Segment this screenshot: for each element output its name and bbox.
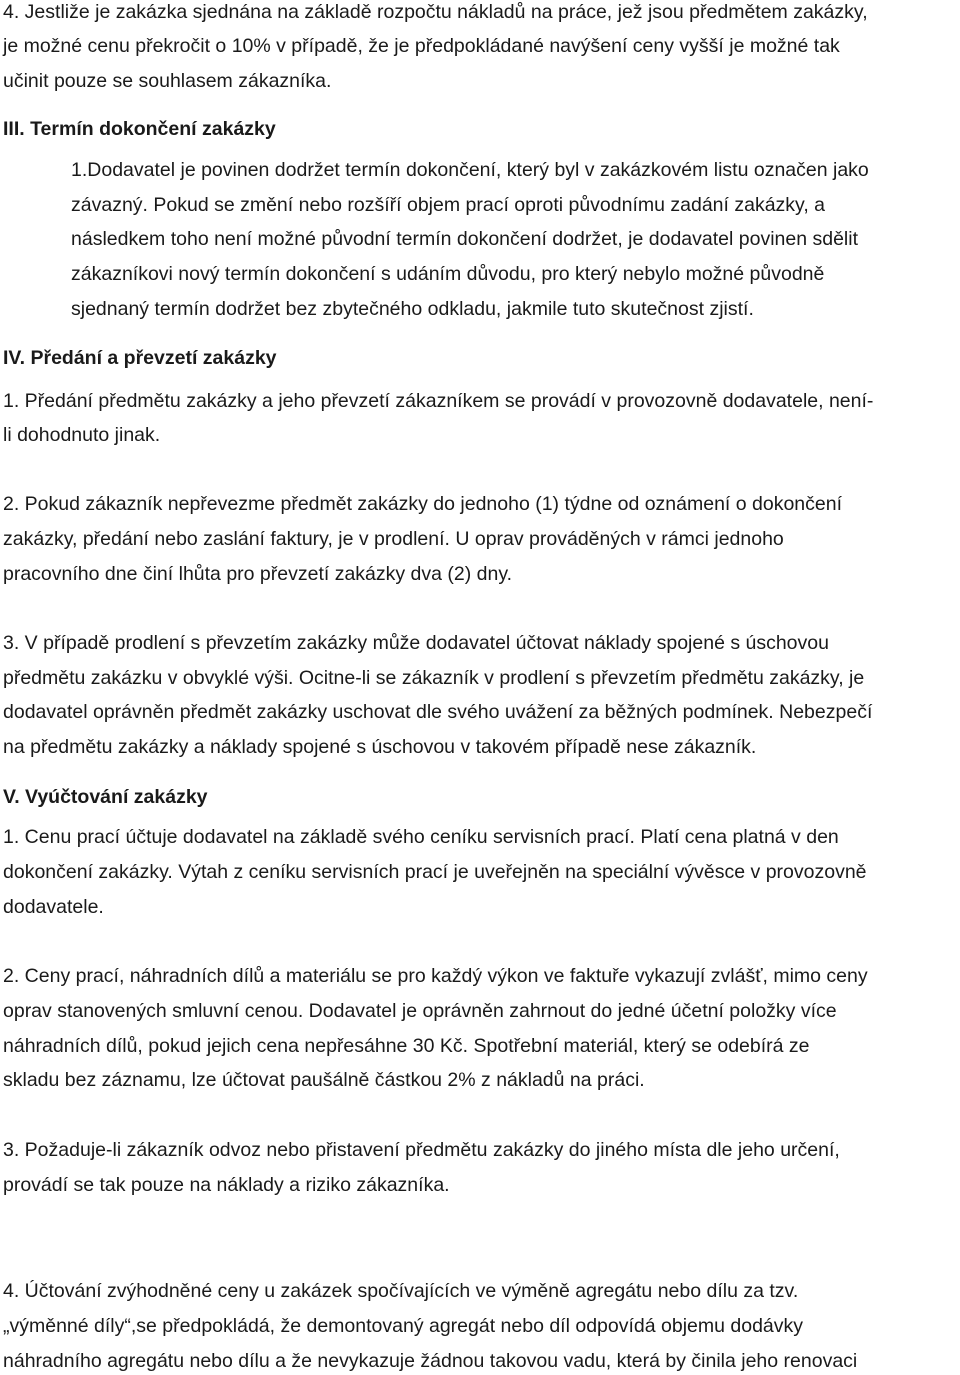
text-line: zakázky, předání nebo zaslání faktury, je v prodlení. U oprav prováděných v rámci jednoho <box>3 528 784 550</box>
text-line: oprav stanovených smluvní cenou. Dodavatel je oprávněn zahrnout do jedné účetní položky více <box>3 1000 837 1022</box>
text-line: 4. Jestliže je zakázka sjednána na základě rozpočtu nákladů na práce, jež jsou předmětem zakázky, <box>3 1 868 23</box>
text-line: 2. Pokud zákazník nepřevezme předmět zakázky do jednoho (1) týdne od oznámení o dokončení <box>3 493 843 515</box>
text-line: 4. Účtování zvýhodněné ceny u zakázek spočívajících ve výměně agregátu nebo dílu za tzv. <box>3 1280 799 1302</box>
text-line: „výměnné díly“,se předpokládá, že demontovaný agregát nebo díl odpovídá objemu dodávky <box>3 1315 804 1337</box>
section-heading: III. Termín dokončení zakázky <box>3 118 276 140</box>
text-line: náhradních dílů, pokud jejich cena nepřesáhne 30 Kč. Spotřební materiál, který se odebírá ze <box>3 1035 810 1057</box>
text-line: závazný. Pokud se změní nebo rozšíří objem prací oproti původnímu zadání zakázky, a <box>71 194 826 216</box>
section-heading: V. Vyúčtování zakázky <box>3 786 208 808</box>
text-line: dodavatel oprávněn předmět zakázky uschovat dle svého uvážení za běžných podmínek. Nebezpečí <box>3 701 873 723</box>
section-heading: IV. Předání a převzetí zakázky <box>3 347 277 369</box>
text-line: náhradního agregátu nebo dílu a že nevykazuje žádnou takovou vadu, která by činila jeho renovaci <box>3 1350 858 1372</box>
text-line: skladu bez záznamu, lze účtovat paušálně částkou 2% z nákladů na práci. <box>3 1069 645 1091</box>
text-line: 1.Dodavatel je povinen dodržet termín dokončení, který byl v zakázkovém listu označen jako <box>71 159 869 181</box>
text-line: následkem toho není možné původní termín dokončení dodržet, je dodavatel povinen sdělit <box>71 228 859 250</box>
text-line: provádí se tak pouze na náklady a riziko zákazníka. <box>3 1174 450 1196</box>
text-line: je možné cenu překročit o 10% v případě, že je předpokládané navýšení ceny vyšší je možné tak <box>3 35 840 57</box>
text-line: li dohodnuto jinak. <box>3 424 161 446</box>
text-line: sjednaný termín dodržet bez zbytečného odkladu, jakmile tuto skutečnost zjistí. <box>71 298 754 320</box>
text-line: 1. Předání předmětu zakázky a jeho převzetí zákazníkem se provádí v provozovně dodavatele, není- <box>3 390 874 412</box>
text-line: 3. Požaduje-li zákazník odvoz nebo přistavení předmětu zakázky do jiného místa dle jeho určení, <box>3 1139 840 1161</box>
text-line: 2. Ceny prací, náhradních dílů a materiálu se pro každý výkon ve faktuře vykazují zvlášť, mimo ceny <box>3 965 868 987</box>
text-line: na předmětu zakázky a náklady spojené s úschovou v takovém případě nese zákazník. <box>3 736 757 758</box>
text-line: dodavatele. <box>3 896 104 918</box>
text-line: dokončení zakázky. Výtah z ceníku servisních prací je uveřejněn na speciální vývěsce v provozovně <box>3 861 867 883</box>
text-line: zákazníkovi nový termín dokončení s udáním důvodu, pro který nebylo možné původně <box>71 263 825 285</box>
text-line: předmětu zakázku v obvyklé výši. Ocitne-li se zákazník v prodlení s převzetím předmětu zakázky, je <box>3 667 865 689</box>
text-line: 3. V případě prodlení s převzetím zakázky může dodavatel účtovat náklady spojené s úschovou <box>3 632 829 654</box>
text-line: 1. Cenu prací účtuje dodavatel na základě svého ceníku servisních prací. Platí cena platná v den <box>3 826 839 848</box>
text-line: pracovního dne činí lhůta pro převzetí zakázky dva (2) dny. <box>3 563 513 585</box>
text-line: učinit pouze se souhlasem zákazníka. <box>3 70 332 92</box>
